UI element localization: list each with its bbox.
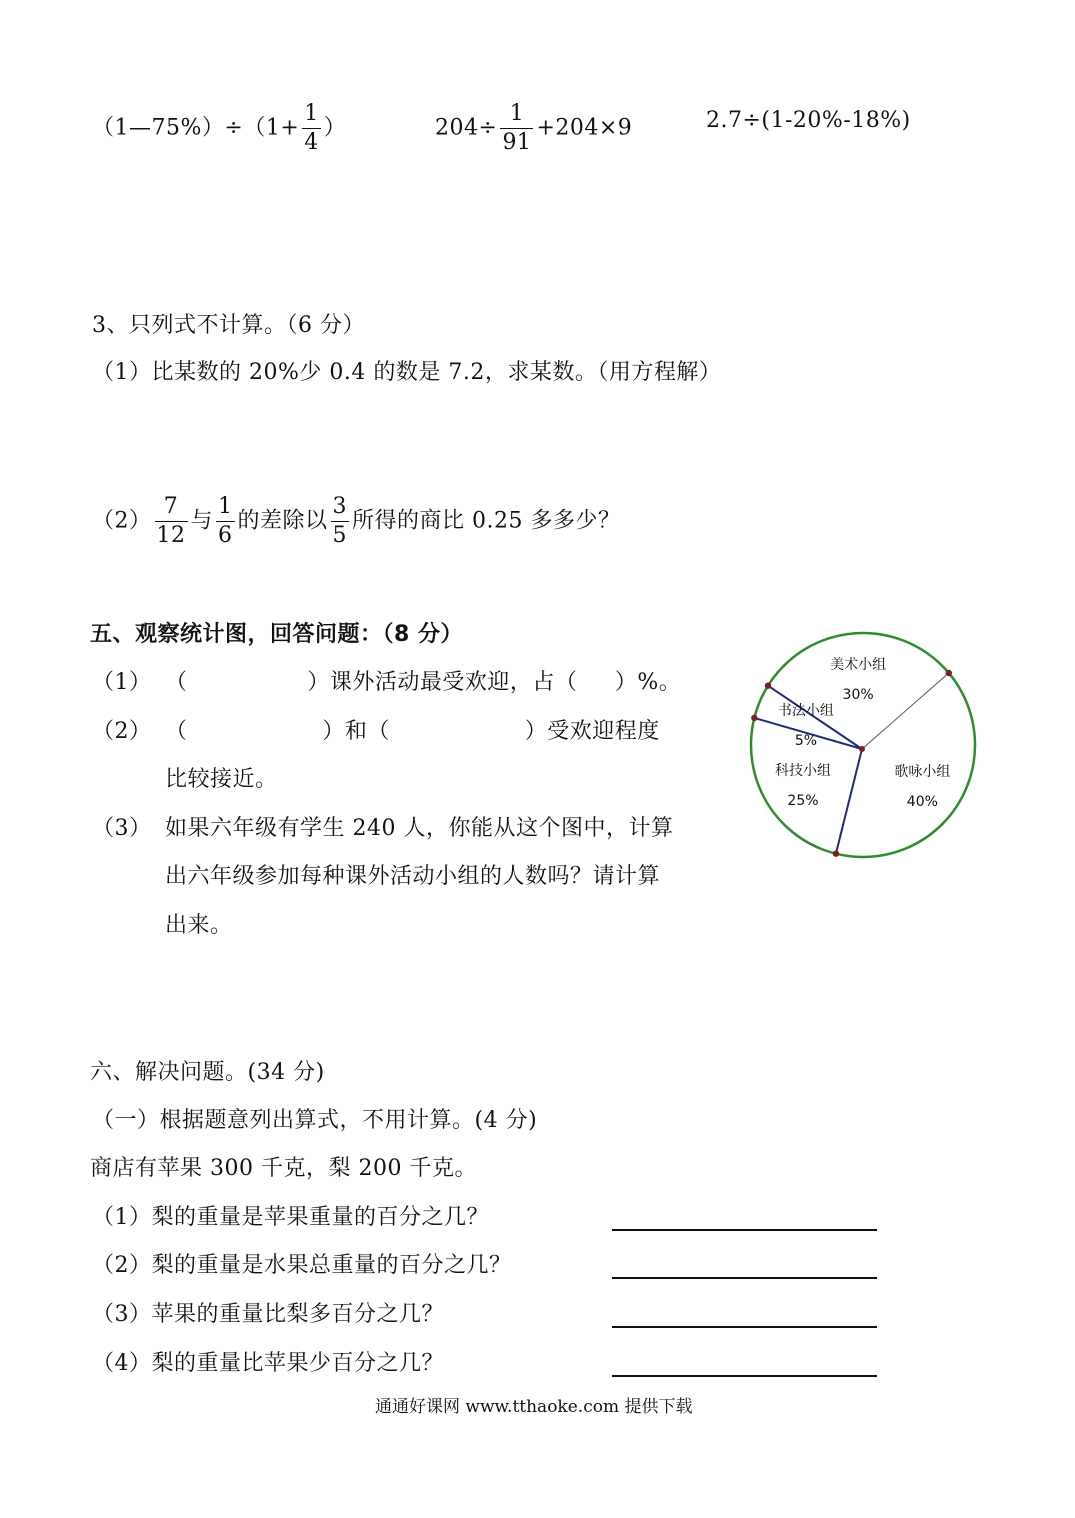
fraction xyxy=(155,496,188,547)
answer-line[interactable] xyxy=(612,1326,877,1328)
pie-center-dot xyxy=(859,746,865,752)
expression-2 xyxy=(435,103,632,154)
pie-slice-value: 40% xyxy=(906,794,938,811)
question-text: 与 xyxy=(190,508,214,534)
section3-question-2 xyxy=(92,496,621,547)
question-number: （2） xyxy=(92,508,152,534)
section5-q3-line-1: 如果六年级有学生 240 人，你能从这个图中，计算 xyxy=(165,816,674,841)
pie-slice-boundary xyxy=(862,673,949,749)
section6-question-4: （4）梨的重量比苹果少百分之几？ xyxy=(92,1351,444,1376)
pie-boundary-dot xyxy=(751,715,757,721)
pie-boundary-dot xyxy=(765,682,771,688)
fraction-denominator: 5 xyxy=(332,523,348,548)
section6-subsection-1: （一）根据题意列出算式，不用计算。(4 分) xyxy=(92,1108,538,1133)
question-text: 所得的商比 0.25 多多少？ xyxy=(352,508,621,534)
section5-q3-line-3: 出来。 xyxy=(165,913,233,938)
fraction xyxy=(302,103,321,154)
section5-q2-text: （ ）和（ ）受欢迎程度 xyxy=(165,719,660,744)
fraction xyxy=(216,496,235,547)
answer-line[interactable] xyxy=(612,1277,877,1279)
section5-q1-number: （1） xyxy=(92,670,152,695)
answer-line[interactable] xyxy=(612,1375,877,1377)
expression-3: 2.7÷(1-20%-18%) xyxy=(706,108,911,133)
section6-question-3: （3）苹果的重量比梨多百分之几？ xyxy=(92,1302,444,1327)
section5-q2-continuation: 比较接近。 xyxy=(165,767,278,792)
section3-title: 3、只列式不计算。（6 分） xyxy=(92,313,365,338)
section5-q1-text: （ ）课外活动最受欢迎，占（ ）%。 xyxy=(165,670,682,695)
section3-question-1: （1）比某数的 20%少 0.4 的数是 7.2，求某数。（用方程解） xyxy=(92,360,722,385)
pie-slice-label: 美术小组 xyxy=(830,657,887,674)
pie-slice-boundary xyxy=(836,749,862,854)
section6-question-1: （1）梨的重量是苹果重量的百分之几？ xyxy=(92,1205,489,1230)
expression-1-suffix: ） xyxy=(323,115,347,141)
section5-q3-line-2: 出六年级参加每种课外活动小组的人数吗？请计算 xyxy=(165,864,661,889)
section6-title: 六、解决问题。(34 分) xyxy=(90,1060,325,1085)
expression-1 xyxy=(92,103,346,154)
pie-boundary-dot xyxy=(946,670,952,676)
section5-q2-number: （2） xyxy=(92,719,152,744)
expression-2-prefix: 204÷ xyxy=(435,115,498,141)
fraction-denominator: 12 xyxy=(156,523,186,548)
expression-1-prefix: （1—75%）÷（1+ xyxy=(92,115,300,141)
section6-question-2: （2）梨的重量是水果总重量的百分之几？ xyxy=(92,1253,512,1278)
fraction-numerator: 7 xyxy=(163,494,179,519)
fraction-numerator: 3 xyxy=(332,494,348,519)
pie-slice-value: 25% xyxy=(787,793,819,810)
fraction xyxy=(500,103,533,154)
fraction xyxy=(331,496,350,547)
pie-slice-value: 30% xyxy=(842,687,874,704)
pie-boundary-dot xyxy=(833,850,839,856)
pie-slice-label: 歌咏小组 xyxy=(894,764,951,781)
section5-title: 五、观察统计图，回答问题：（8 分） xyxy=(90,622,463,647)
pie-slice-value: 5% xyxy=(794,732,818,749)
fraction-numerator: 1 xyxy=(304,101,319,126)
section5-q3-number: （3） xyxy=(92,816,152,841)
pie-slice-label: 科技小组 xyxy=(774,763,831,780)
pie-chart xyxy=(743,625,983,865)
section6-intro: 商店有苹果 300 千克，梨 200 千克。 xyxy=(90,1156,477,1181)
fraction-denominator: 6 xyxy=(218,523,233,548)
fraction-numerator: 1 xyxy=(218,494,233,519)
expression-2-suffix: +204×9 xyxy=(536,115,633,141)
fraction-denominator: 91 xyxy=(502,130,532,155)
answer-line[interactable] xyxy=(612,1229,877,1231)
question-text: 的差除以 xyxy=(237,508,328,534)
fraction-numerator: 1 xyxy=(509,101,525,126)
pie-slice-label: 书法小组 xyxy=(777,702,834,719)
fraction-denominator: 4 xyxy=(304,130,319,155)
page-footer: 通通好课网 www.tthaoke.com 提供下载 xyxy=(375,1397,693,1417)
